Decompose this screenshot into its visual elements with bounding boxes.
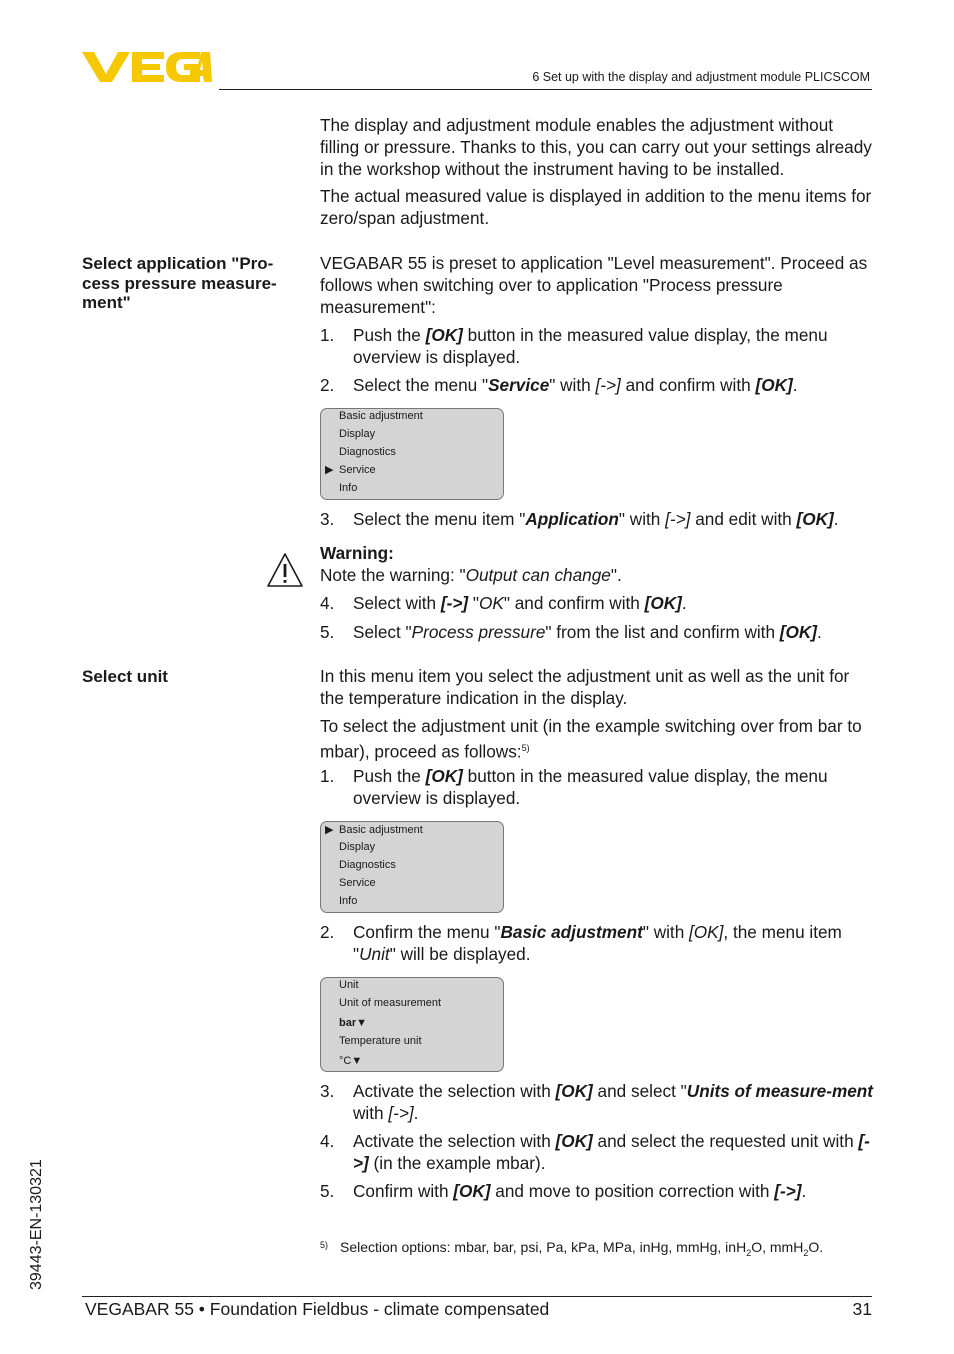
- dropdown-arrow-icon: ▼: [356, 1017, 368, 1029]
- intro-paragraph-1: The display and adjustment module enables the adjustment without filling or pressure. Thanks to this, you can carry out your settings already in the workshop without the instrument having to be installed.: [320, 115, 872, 179]
- unit-step-1: 1. Push the [OK] button in the measured value display, the menu overview is displayed.: [320, 766, 828, 808]
- app-step-2: 2. Select the menu "Service" with [->] and confirm with [OK].: [320, 375, 798, 395]
- intro-paragraph-2: The actual measured value is displayed in addition to the menu items for zero/span adjustment.: [320, 186, 872, 228]
- document-code: 39443-EN-130321: [28, 1159, 45, 1290]
- menu-item-selected: Basic adjustment: [339, 824, 423, 836]
- vega-logo: [82, 50, 212, 84]
- unit-step-2: 2. Confirm the menu "Basic adjustment" with [OK], the menu item "Unit" will be displayed.: [320, 922, 842, 964]
- selection-arrow-icon: ▶: [325, 464, 334, 476]
- side-heading-unit: Select unit: [82, 667, 168, 686]
- warning-text: Note the warning: "Output can change".: [320, 565, 622, 585]
- menu-item: Service: [339, 877, 376, 889]
- side-heading-application: Select application "Pro-cess pressure measure-ment": [82, 254, 277, 312]
- unit-step-3: 3. Activate the selection with [OK] and select "Units of measure-ment with [->].: [320, 1081, 874, 1123]
- app-step-3: 3. Select the menu item "Application" with [->] and edit with [OK].: [320, 509, 839, 529]
- menu-item-selected: Service: [339, 464, 376, 476]
- menu-display-service: [320, 408, 504, 500]
- temperature-unit-label: Temperature unit: [339, 1035, 422, 1047]
- app-step-5: 5. Select "Process pressure" from the list and confirm with [OK].: [320, 622, 822, 642]
- unit-step-5: 5. Confirm with [OK] and move to position correction with [->].: [320, 1181, 807, 1201]
- menu-item: Info: [339, 895, 358, 907]
- menu-item: Display: [339, 841, 376, 853]
- footnote-mark: 5): [320, 1240, 329, 1250]
- header-divider: [219, 89, 872, 90]
- unit-of-measurement-value: bar▼: [339, 1017, 368, 1029]
- warning-title: Warning:: [320, 543, 394, 563]
- app-step-4: 4. Select with [->] "OK" and confirm with [OK].: [320, 593, 687, 613]
- page-number: 31: [852, 1299, 872, 1319]
- header-section-title: 6 Set up with the display and adjustment module PLICSCOM: [532, 70, 870, 84]
- menu-item: Info: [339, 482, 358, 494]
- menu-item: Diagnostics: [339, 859, 396, 871]
- unit-step-4: 4. Activate the selection with [OK] and select the requested unit with [->] (in the example mbar).: [320, 1131, 870, 1173]
- menu-item: Basic adjustment: [339, 410, 423, 422]
- footnote-reference: 5): [521, 743, 530, 753]
- footer-product-title: VEGABAR 55 • Foundation Fieldbus - climate compensated: [85, 1299, 550, 1319]
- app-intro: VEGABAR 55 is preset to application "Level measurement". Proceed as follows when switching over to application "Process pressure measurement":: [320, 253, 868, 317]
- warning-triangle-icon: [266, 552, 304, 588]
- menu-item: Display: [339, 428, 376, 440]
- dropdown-arrow-icon: ▼: [351, 1055, 363, 1067]
- menu-display-unit: [320, 977, 504, 1072]
- selection-arrow-icon: ▶: [325, 824, 334, 836]
- footnote-text: Selection options: mbar, bar, psi, Pa, kPa, MPa, inHg, mmHg, inH$_2$O, mmH$_2$O.: [340, 1239, 824, 1258]
- unit-paragraph-1: In this menu item you select the adjustment unit as well as the unit for the temperature indication in the display.: [320, 666, 850, 708]
- menu-item: Diagnostics: [339, 446, 396, 458]
- menu-title: Unit: [339, 979, 359, 991]
- app-step-1: 1. Push the [OK] button in the measured value display, the menu overview is displayed.: [320, 325, 828, 367]
- unit-paragraph-2: To select the adjustment unit (in the example switching over from bar to mbar), proceed as follows:$^{5)}$: [320, 716, 862, 762]
- footer-divider: [82, 1296, 872, 1297]
- menu-display-basic-adjustment: [320, 821, 504, 913]
- temperature-unit-value: °C▼: [339, 1055, 363, 1067]
- unit-of-measurement-label: Unit of measurement: [339, 997, 442, 1009]
